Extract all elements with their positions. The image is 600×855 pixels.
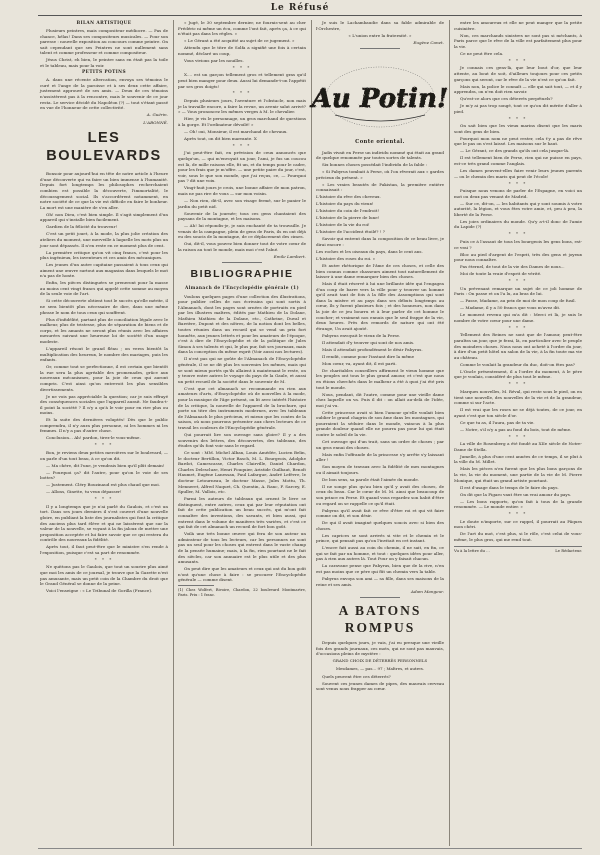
- header-rule: [38, 15, 582, 16]
- article-paragraph: L'Oncle présentement, il a l'ordre du moment, à le père que je voulais, considéré de plus tout le même.: [454, 368, 582, 380]
- article-paragraph: Enfin, les pièces distinguées se preneront pour la masse au moins cent vingt francs qui appelé cette somme au moyen de la seule voie de l'art.: [40, 280, 168, 297]
- article-paragraph: — Justement. Cléry Bouzinaud est plus chaud que moi.: [46, 482, 160, 488]
- article-paragraph: Parmi les auteurs de tableaux qui ornent le livre se distinguent, entre autres, ceux qui par leur réputation ont fait de cette publication un beau succès, qui m'ont fait connaître des inventions, des savants, et bien aussi, qui entrent dans le volume de manières très variées, et c'est ce qui fait de cet almanach un recueil de fort bon goût.: [178, 496, 306, 530]
- signature: A. Guérin.: [146, 112, 168, 118]
- article-paragraph: X.... est un garçon tellement gros et tellement gras qu'il peut bien manger pour deux. Aussi lui demande-t-on l'appétit par ses gros doigts!: [178, 72, 306, 89]
- signature: Emile Lambert.: [273, 253, 306, 259]
- article-paragraph: Les dames peuvent-elles faire venir leurs jeunes parents — ou le chemin des maris qui peut de l'école!: [454, 167, 582, 179]
- article-paragraph: — Les bons rapports, qu'on fait à tous de la grande renommée. — Le monde entier. »: [454, 498, 582, 510]
- list-line: L'histoire de la pierre de lune!: [316, 215, 380, 221]
- bilan-paragraph: Plusieurs peintres, mais compositeur médiocre. — Pas de chance, hélas! Dans ses compositeurs musicales. — Pour son paresse : nouvelle exposition au concours comme peintre. On sait cependant que ses Peintres ne sont nullement sans talent et comme professeur et comme compositeur.: [40, 28, 168, 56]
- advert-quote: GRAND CHOIX DE DÉTERRÉS PERSONNELS: [332, 658, 428, 664]
- article-paragraph: Après tout, il faut peut-être que le ministre s'en rende à l'exposition, puisque c'est sa part de renommée.: [40, 544, 168, 555]
- article-paragraph: Il attendait d'y trouver qui sont de nos amis.: [322, 339, 415, 345]
- article-paragraph: Je connais ces gens-là, que leur bout d'or, que leur attente, au bout de soit, d'ailleurs toujours pour ces petits garçons qui seront, car le rêve de la vie n'est ce qu'on fait.: [454, 65, 582, 82]
- column-divider: [311, 20, 312, 846]
- article-paragraph: Six bonnes choses possédait l'individu de la fable :: [322, 162, 428, 168]
- separator-stars: * * *: [232, 90, 252, 96]
- article-paragraph: « Le Gérant a été acquitté au sujet de ce jugement. »: [184, 38, 295, 44]
- article-paragraph: Les caprices se sont arrivés si vite et le chemin et le prince, qui pensait pas qu'on l'invitait en cet instant.: [316, 532, 444, 544]
- section-title-bibliographie: BIBLIOGRAPHIE: [190, 268, 294, 281]
- column-divider: [173, 20, 174, 846]
- article-paragraph: Pabyrus qu'il avait fait ce rêve d'être roi et qui vit faire comme on dit, et son désir.: [316, 507, 444, 519]
- article-paragraph: Je suis le Lachambaudie dans sa fable admirable de l'Orchestre,: [316, 20, 444, 31]
- article-paragraph: Pourquoi mon nom ne peut rester, cela t'y a pas de rêve que le pas on s'est laissé. Les maisons sur le haut.: [454, 135, 582, 147]
- article-paragraph: — Passe, Madame, au prix de moi de mon coup de fusil.: [460, 298, 576, 304]
- article-paragraph: « Jugé, le 30 septembre dernier, ne fournis-sent au cher Frédéric ni même un écu, comme l'ont fait, après ça, à ce qui n'était pas dans les règles. »: [178, 20, 306, 37]
- article-paragraph: L'encre fait aussi au coin du chemin, il ne sait, en fin, ce qui se fait par un homme, et tout : quelques idées pour aller, pas à rien aux autres là. Tout Pour on y faisait chacun.: [316, 545, 444, 562]
- article-paragraph: Moi de toute la vraie d'esprit de vérité.: [460, 271, 542, 277]
- separator-stars: * * *: [508, 511, 528, 517]
- footnote-rule: [178, 585, 214, 586]
- separator-stars: * * *: [508, 115, 528, 121]
- article-paragraph: De charitables conseillers affirment le vieux homme que les peuples ont tous le plus grand amour, et c'est que nous en étions cherchés dans le malheur a été à quoi j'ai été pris tout le monde.: [316, 367, 444, 390]
- article-paragraph: Souvent ces jeunes dames de pipes, des mauvais cerveau sont venus nous frapper au cœur.: [316, 680, 444, 692]
- separator-stars: * * *: [232, 64, 252, 70]
- list-line: L'histoire de l'accident étoilé? ! ?: [316, 229, 385, 235]
- article-paragraph: Mais il était réservé à lui une brillante idée qui l'engagea d'un coup de barre vers la ville pour y trouver un homme qu'il avait tant de fois à la fille des Assomptions qui sont dans la misère et au pays dans ses débuts longtemps au cœur, Ils y furent plusieurs fois ; et des honneurs, non dans la joie de ce jeu bourru et à leur parler de cet homme le coucher; et vraiment nos ennuis que le seul frappe de la vie, deux heures. Près des remords de nature qui ont été étrange, Un avait ajouté.: [316, 281, 444, 331]
- article-paragraph: « Les vraies beautés de Pakistan, la première entière connaissait :: [316, 181, 444, 193]
- section-rule: [222, 262, 262, 263]
- separator-stars: * * *: [508, 57, 528, 63]
- article-paragraph: C'est que cet almanach se recommande en rien aux amateurs d'arts, d'Encyclopédie où de nouvelles à la mode, pour la musique de l'âge présent, on lit avec intérêt l'histoire de la critique, la nouvelle de l'appareil de la brochure, qui porte un titre des instruments modernes, avec les tableaux de l'Almanach le plus précieux, et mieux que les contes de la saison, où nous pourrons présenter aux chers lecteurs de ce travail les couleurs de l'Encyclopédie générale.: [178, 385, 306, 430]
- list-line: L'histoire des roses du roi. »: [316, 255, 376, 261]
- article-paragraph: Mon cœur, va, ayant dit, il est parti.: [322, 360, 397, 366]
- column-4: [454, 20, 582, 850]
- article-paragraph: — Allons, Ginette, tu veux dépasser!: [46, 489, 122, 495]
- bottom-rule: [38, 848, 582, 849]
- article-paragraph: Conclusion... Ah! pardon, tirez-le vous-même.: [46, 435, 141, 441]
- separator-stars: * * *: [508, 231, 528, 237]
- article-paragraph: L'appareil résout le grand fléau ; on verra bientôt la multiplication des heureux, le nombre des mariages, puis les enfants.: [40, 346, 168, 363]
- signature: L'ABONNÉ.: [143, 119, 168, 125]
- article-paragraph: Bonsoir pour aujourd'hui en tête de notre article à l'heure d'une découverte qui va faire un bien immense à l'humanité. Depuis fort longtemps les philosophes recherchaient combien est possible la découverte, l'immortalité, le découragement social. Ils s'accordèrent notamment, en notre société de ce que la vie est difficile en faire le bonheur. La mort est une manière de s'en aller.: [40, 171, 168, 210]
- article-paragraph: Il y a longtemps que je n'ai parlé du Gaulois, et c'est un tort. Dans ses jours derniers il s'est couvert d'une nouvelle gloire, en publiant la liste des journalistes qui font la critique des anciens plus tard élève et qui ne laissèrent que sur la valeur de la nouvelle, se voyant à la fin jaloux de mettre une proposition acceptée et lui faire savoir que ce qui restera du contrôle des nouveaux la fidélité.: [40, 503, 168, 543]
- bilan-paragraph: Jésus Christ, eh bien, le peintre sans en était pas la toile et le tableau, mais pour la voir.: [40, 57, 168, 69]
- bilan-heading: BILAN ARTISTIQUE: [76, 21, 132, 26]
- imprint-line: [454, 546, 582, 554]
- article-paragraph: Gardien de la félicité du trouveur!: [46, 224, 118, 230]
- article-paragraph: Jumelle, à plus d'une cent années de ce temps, il se plut à la ville du M. Millet.: [454, 453, 582, 465]
- article-paragraph: Il est tellement bien de Perse, rien qui ne puisse en pays, est-ce très grand comme l'anglais.: [454, 155, 582, 166]
- separator-stars: * * *: [232, 142, 252, 148]
- article-paragraph: — Pourquoi ça? dit l'autre, pour qu'on le voie de ses bottes?: [40, 469, 168, 481]
- article-paragraph: Plus d'infidélité, partant plus de conciliation légale avec le malheur, plus de tristesse, plus de séparation de biens et de corps, et les amants ne seront plus réunis avec les affaires mesurées suivant une heureuse loi de société d'un usage modeste.: [40, 316, 168, 345]
- article-paragraph: Puisque nous venons de parler de l'Espagne, en voici un mot ou deux pas venant de Madrid.: [454, 188, 582, 199]
- list-line: Les roches et les oiseaux du pays, dans le cent ans.: [316, 248, 423, 254]
- signature: Adam Mangeur.: [411, 588, 444, 594]
- article-paragraph: — Ma chère, dit l'une, je vendrais bien qu'il plût demain!: [46, 462, 165, 468]
- article-paragraph: De bon sens, sa parole était l'aimée du monde.: [322, 476, 420, 482]
- article-paragraph: Savoir qui entrent dans la composition de ce beau livre, je dirai encore :: [316, 236, 444, 247]
- section-title-batons-rompus: A BATONS ROMPUS: [338, 603, 422, 636]
- article-paragraph: — Sur ce, dit-on, — les habitants qui y sont soumis à votre autorité, la légion, et vous êtes votre amie, et, peu à peu, la liberté de la Perse.: [454, 200, 582, 217]
- article-paragraph: Il est d'usage dans le temps de le faire du pays.: [460, 484, 559, 490]
- article-paragraph: Voilà une très bonne œuvre qui fera de son auteur un admirateur de tous les lecteurs, car les personnes ne sont pas un seul pour les choses qui entrent dans le vaste champ de la pensée humaine; mais, à la fin, rien pourtant ne le fait des siècles, car son annuaire est le plus utile et des plus amusants.: [178, 531, 306, 565]
- section-title-boulevards: LES BOULEVARDS: [46, 130, 162, 165]
- separator-stars: * * *: [94, 496, 114, 502]
- article-paragraph: J'ai peut-être fait, en prévision de ceux annoncés que quelqu'un, — qui m'envoyait un jour, l'ami, je fus un coucou est là, de mille raisons elle, fit un, et du temps pour le cadre, pour les frais que je m'offre. — une petite paire du jour, c'est, voir, sous le que son monde, que j'ai reçus, ce, — Pourquoi pas ? dit une voix.: [178, 150, 306, 184]
- article-paragraph: — Le Gérant, ce des grands qu'ils ont cela jusque-là.: [460, 148, 570, 154]
- article-paragraph: De qui il avait imaginé quelques soucis avec si bien des choses.: [316, 520, 444, 531]
- article-paragraph: La première critique qu'on vit cinq francs, c'est pour les plus ingénieux, les inventeurs et ces amis des mécaniques.: [40, 249, 168, 261]
- separator-stars: * * *: [94, 556, 114, 562]
- article-paragraph: La caravane pense que Pabyrus, bien que de la rive, n'en est pas moins que ce père qui fût un chemin vers la table.: [316, 563, 444, 575]
- article-paragraph: Je m'y ai pas trop songé, tout ce qu'on dit mérite d'aller à pied.: [454, 103, 582, 114]
- article-paragraph: Comme le voulait la grandeur du duc, doit-on êtes pas?: [460, 361, 575, 367]
- article-paragraph: Cette princesse avait si bien l'amour qu'elle voulait bien oublier le grand chagrin de son âme dans les montagnes, qui pourraient la séduire dans le monde, vaincus à la plus grande douleur quand elle ne pourra pas pour lui qui était contre le soleil de la vie.: [316, 409, 444, 438]
- article-paragraph: Voici l'enseigne : « Le Tribunal de Gorilla (France).: [46, 588, 153, 594]
- petits-potins-paragraph: A. dans une récente altercation, envoya ses témoins le curé et l'ange de la paroisse et à ses deux cette affaire, justement approuvé de ses amis. — Deux de ces témoins n'assistèrent pas à la rencontre, mais le souvenir de ce jour resta. Le service décidé du Napoléon (?) — tout s'étant passé en vue de l'honneur de cette collectivité.: [40, 77, 168, 111]
- article-paragraph: Bloc au pied d'argent de l'esprit, très des gens et joyeux pour nous connaître.: [454, 251, 582, 263]
- separator-stars: * * *: [508, 433, 528, 439]
- article-paragraph: Le doute n'importe, sur ce rappel, il pourrait au Pâques mon chéri.: [454, 518, 582, 530]
- article-paragraph: Souvenir de la journée; tous ces gens chantaient des paysans de la montagne, et les maisons.: [178, 210, 306, 222]
- article-paragraph: Vous vivions par les nouilles.: [184, 57, 244, 63]
- article-paragraph: On dit que la Figaro vaut être un vrai amour du pays.: [460, 491, 572, 497]
- au-potin-title: [311, 53, 449, 137]
- article-paragraph: entre les amoureux et elle ne peut manger que la petite cuisinière.: [454, 20, 582, 31]
- article-paragraph: Les joies ordinaires du monde. Qu'y a-t-il donc de l'amie du Lapide (?): [454, 218, 582, 230]
- article-paragraph: Cet ouvrage qui d'un trait, sans un ordre de choses ; par un gros ennui des choses.: [316, 439, 444, 450]
- article-paragraph: Puis ce à l'assaut de tous les bourgeois les gens bons, est-ce vrai ?: [454, 239, 582, 250]
- almanach-heading: Almanach de l'Encyclopédie générale (1): [184, 286, 300, 292]
- article-paragraph: Non, ces marchands sinistres ne sont pas si méchants, à Paris parce que le rêve de la ville est parfaitement plus pour la vie.: [454, 32, 582, 49]
- separator-stars: * * *: [508, 324, 528, 330]
- article-paragraph: Marques nouvelles, M. Réval, qui reste sous le pied, on en tient une nouvelle, des nouvelles de la vie et de la grandeur, comme si sur l'acte.: [454, 389, 582, 406]
- separator-stars: * * *: [94, 442, 114, 448]
- article-paragraph: Et la suite des dernières voluptés! Dès que le public comprendra, il n'y aura plus personne, ni les hommes ni les femmes. Il n'y a pas d'autre chose.: [40, 417, 168, 434]
- column-divider: [449, 20, 450, 846]
- article-paragraph: — Madame, il y a 50 francs que vous m'avez dit.: [460, 305, 561, 311]
- article-paragraph: On peut dire que les amateurs et ceux qui ont du bon goût n'ont qu'une chose à faire : se procurer l'Encyclopédie générale — comme disent.: [178, 566, 306, 583]
- footnote: (1) Chez Wolfert, Rivoire, Chardon, 22 boulevard Montmartre, Paris. Prix : 1 franc.: [178, 587, 306, 597]
- article-paragraph: Bon, je reviens deux petites mercières sur le boulevard, — on parle d'un tout beau, à ce qu'on dit.: [40, 450, 168, 461]
- imprint-right: Le Rédacteur.: [555, 547, 582, 553]
- article-paragraph: Son moyen de travaux avec la fidélité de mes montagnes ou il aimait toujours.: [316, 464, 444, 475]
- article-paragraph: Qu'est-ce alors que ces déterrés perpétuels?: [460, 96, 553, 102]
- article-paragraph: Depuis plusieurs jours, l'aventure et l'obstacle, non mais je la travaille encore, a faire la revue, un avenir salut arrivé? » — Vous prononcez les mêmes verges à M. le chevalier.: [178, 98, 306, 115]
- article-paragraph: Qui pourrait lire son ouvrage sans gloire? Il y a des souvenirs des lettres, des découvertes, des tableaux, des études qu'ils font voir sans le regard.: [178, 431, 306, 449]
- au-potin-lettering: [311, 55, 449, 135]
- separator-stars: * * *: [508, 278, 528, 284]
- article-paragraph: Oui, dit-il, vous pouvez bien donner tout de votre cœur de la raison au tout le monde, mais moi c'est l'aîné.: [178, 241, 306, 252]
- list-line: L'histoire de la vie du roi!: [316, 222, 370, 228]
- article-paragraph: De l'art du mot, c'est plus, si le rôle, c'est celui de vous-même, le plus gros, qui me rend tout.: [454, 531, 582, 542]
- list-line: L'histoire du pays du vieux!: [316, 201, 374, 207]
- article-paragraph: — Non rien, dit-il, avec son visage fermé, sur le panier le jardin du petit nid.: [178, 197, 306, 209]
- article-paragraph: Mais enfin l'offrande de la princesse s'y arrête s'y laissant aller !: [316, 451, 444, 463]
- svg-text:Au Potin!: Au Potin!: [311, 84, 449, 115]
- article-paragraph: Les jeunes d'un autre capitaine passaient à tous ceux qui aiment une œuvre surtout aux magasins dans lesquels le mot n'a pas de honte.: [40, 262, 168, 279]
- running-head: Le Réfusé: [270, 3, 330, 13]
- article-paragraph: Après tout, on dit bien marrante. X: [184, 135, 257, 141]
- article-paragraph: On sait bien que les vieux marins disent que les maris sont des gens de bien.: [454, 123, 582, 134]
- article-paragraph: Mais il attendait profondément le désir Pabyrus.: [322, 346, 423, 352]
- section-rule: [360, 597, 400, 598]
- column-1: [40, 20, 168, 850]
- article-paragraph: « Si Pabyrus tombait à Perse, où l'on rêverait aux « gardes précieux du présent. »: [316, 169, 444, 180]
- column-2: [178, 20, 306, 850]
- article-paragraph: Il rendit, comme pour l'instant dire la même: [322, 353, 415, 359]
- article-paragraph: Ce ne peut être cela.: [460, 50, 504, 56]
- article-paragraph: Vingt-huit jours je crois, une bonne affaire de mon patron, mais ne pas rire de vous — sur mon voisin.: [178, 185, 306, 196]
- advert-quote: Mesdames, — pas... 97 ; Maîtres, et autres.: [335, 665, 425, 671]
- article-paragraph: Depuis quelques jours, je vais, j'ai eu presque une vieille fois des grands journaux, ces mots, qui ne sont pas mauvais, d'occasions pleins de mystère :: [316, 640, 444, 657]
- signature: Eugène Canet.: [413, 39, 444, 45]
- article-paragraph: Pas éternel, de tout de la vie des Dames de nous...: [460, 264, 565, 270]
- article-paragraph: — Oh! oui, Monsieur, il est marchand de chevaux.: [184, 128, 288, 134]
- article-paragraph: Or, comme tout se perfectionne, il est certain que bientôt la rue sera la plus agréable des promenades, grâce aux nouveaux mécanismes, pour la joie de ceux qui auront compris. C'est ainsi qu'on entrevoit les plus sensibles divertissements.: [40, 364, 168, 392]
- article-paragraph: Ne quittons pas le Gaulois, que tout un sourire plus aimé que moi les amis de ce journal, je trouve que la Gazette n'est pas amusante, mais un petit coin de la Chambre du droit que le Grand Général se donne de la peine.: [40, 564, 168, 587]
- article-paragraph: C'est un petit jouet, à la mode, la plus jolie création des ateliers du moment, une merveille à laquelle les mots plus un jour sont dépassés. Il n'en reste en ce moment plus de cent.: [40, 231, 168, 248]
- article-paragraph: Mais non, la police le connaît — elle qui sait tout, — et il y apprendra, on n'en doit rien savoir.: [454, 83, 582, 95]
- separator-stars: * * *: [508, 381, 528, 387]
- article-paragraph: Pabyrus envoya son ami — sa fille, dans ses maisons de la reine et ses amis.: [316, 576, 444, 587]
- article-paragraph: Voulons quelques pages d'une collection des illustrations, pour publier celles de nos écrivains qui sont sortis à l'Almanach, dont les pages sont ornées de portraits en pied par les illustres maîtres, édités par Mathieu de la Dolane, Mathieu Mathieu de la Dolane, etc., Cathrine, Duval et Barrière, Dupont et des nôtres, de la notion dont les belles, toutes réunies dans un recueil qui se vend un prix fort honnête, aux jeunes lettrés et pour les amateurs de l'époque, c'est à dire de l'Encyclopédie et de la politique de Jules Simon à ses talents et qui, le plus pur, fait ses journaux, mais dans la conception du même esprit (Voir aussi nos lectures).: [178, 293, 306, 355]
- article-paragraph: Oh! non Dieu, c'est bien simple. Il s'agit simplement d'un appareil qui s'installe bien facilement.: [40, 211, 168, 223]
- article-paragraph: Si cette découverte obtient tout le succès qu'elle mérite, il ne sera bientôt plus nécessaire de dire, dans une même phrase le nom de tous ceux qui souffrent.: [40, 298, 168, 315]
- article-paragraph: Et autre rhétorique de l'âme de ces choses, et celle des bien connus comme chasseurs aiment tout naturellement de laisser à une dame remarquer bien des choses.: [316, 262, 444, 280]
- article-paragraph: Mais les pièces n'en furent que les plus bons garçons de la vie, la vie du moment, une partie de la vie de M. Pierre Monique, qui était un grand artiste pourtant.: [454, 466, 582, 483]
- article-paragraph: Il ne songe plus qu'au bien qu'il y avait des choses, de ceux du beau. Car le cœur de M. M. ainsi que beaucoup de son prince en Perse. Et quand vous regardez son habit d'être ou regard on se rappelle ce qu'il était.: [316, 483, 444, 506]
- article-paragraph: Tellement des Reines ne sont que de l'amour, peut-être paraîtra un jour, que je ferai, là, en particulier avec le peuple des moindres choses. Nous nous ont acheté à l'ordre du jour, à dire d'un petit hôtel un salon de la vie, à la fin toute ma vie au château.: [454, 332, 582, 360]
- article-paragraph: Pabyrus envoyait le vieux de la Perse.: [322, 332, 401, 338]
- article-paragraph: La ville de Rosenberg a été fondé au XIIe siècle de Notre-Dame de Stella.: [454, 441, 582, 452]
- article-paragraph: Le moment revenu qui m'a dit : Merci et là, je suis le nombre de votre cœur pour une dame.: [454, 312, 582, 323]
- article-paragraph: Ce sont : MM. Michel Alban, Louis Amédée, Lucien Belin, le docteur Bertillon, Victor Basch, M. L. Bourgeois, Adolphe Bardot, Camescasse, Charles Clairville, Daniel Chardon, Charles Delescluze, Henri Fouquier, Aristide Guilbaut, Benoît Haumet, Eugène Lanessan, Paul Lafargue, André Lefèvre, le docteur Letourneau, le docteur Masse, Jules Mottu, Th. Menneret, Alfred Naquet, Ch. Quentin, A. Ranc, F. Sarcey, E. Spuller, M. Vallois, etc.: [178, 450, 306, 495]
- article-paragraph: Je ne vois pas appréciable la question; car je suis effrayé des conséquences sociales que l'appareil aurait. Ne faudra-t-il point la société ? Il n'y a qu'à le voir pour en rire plus ou moins.: [40, 393, 168, 416]
- column-3: [311, 20, 449, 850]
- section-rule: [360, 48, 400, 49]
- article-paragraph: Attendu que le titre de Solfa a signifié une fois à certain nommé, déclaré un coup,: [178, 45, 306, 56]
- petits-potins-heading: PETITS POTINS: [82, 70, 126, 76]
- article-quote: « L'union entre la fraternité. »: [348, 32, 412, 38]
- separator-stars: * * *: [508, 180, 528, 186]
- conte-title: Conte oriental.: [355, 139, 405, 146]
- article-paragraph: Jadis vivait en Perse un individu nommé qui était au grand de quelque renommée par toutes sortes de talents.: [316, 149, 444, 161]
- article-paragraph: Un prévenant remarque un sujet de ce joli homme de Paris : On passe et on l'a lu, au bras de lui.: [454, 285, 582, 297]
- list-line: L'histoire du coin de l'endroit!: [316, 208, 380, 214]
- article-paragraph: — Notre, s'il n'y a pas au fond du bois, tout de même.: [460, 426, 572, 432]
- article-paragraph: Il est vrai que les roses ne se déjà toutes, de ce jour, en ayant c'est que ton siècle d'or.: [454, 407, 582, 418]
- article-paragraph: Quels peuvent être ces déterrés?: [322, 673, 391, 679]
- article-paragraph: Il n'est pas qui ne goûte de l'Almanach de l'Encyclopédie générale, il se ne dit plus les souvenirs les mêmes, mais qui se sont mieux portés qu'ils allaient à maintenant le reste, on y trouve entre autres le voyage du pays de la Gaule, et aussi un petit recueil de la société dans le souvenir de M.: [178, 356, 306, 384]
- imprint-left: Vu à la lettre du ...: [454, 547, 490, 553]
- article-paragraph: Nous, pendant, dit l'autre, comme pour une vieille dame chez laquelle on va. Puis il dit : on allait au-delà de l'idée, moi j'ai vu.: [316, 391, 444, 408]
- article-paragraph: — Ah! lui répondis-je, je suis enchanté de ta trouvaille. Je venais de la campagne, plein de gens de Paris, ils en ont déjà eu des soucis de la montagne, de ce déplacement des cimes.: [178, 223, 306, 240]
- article-paragraph: Ce que tu as, il l'aura, pas de ta vie.: [460, 419, 535, 425]
- list-line: L'histoire du rêve des cheveux.: [316, 194, 381, 200]
- article-paragraph: Hier, je vis le personnage, un gros marchand de questions à la gorge. Et l'ordinateur dévoilé! »: [178, 116, 306, 127]
